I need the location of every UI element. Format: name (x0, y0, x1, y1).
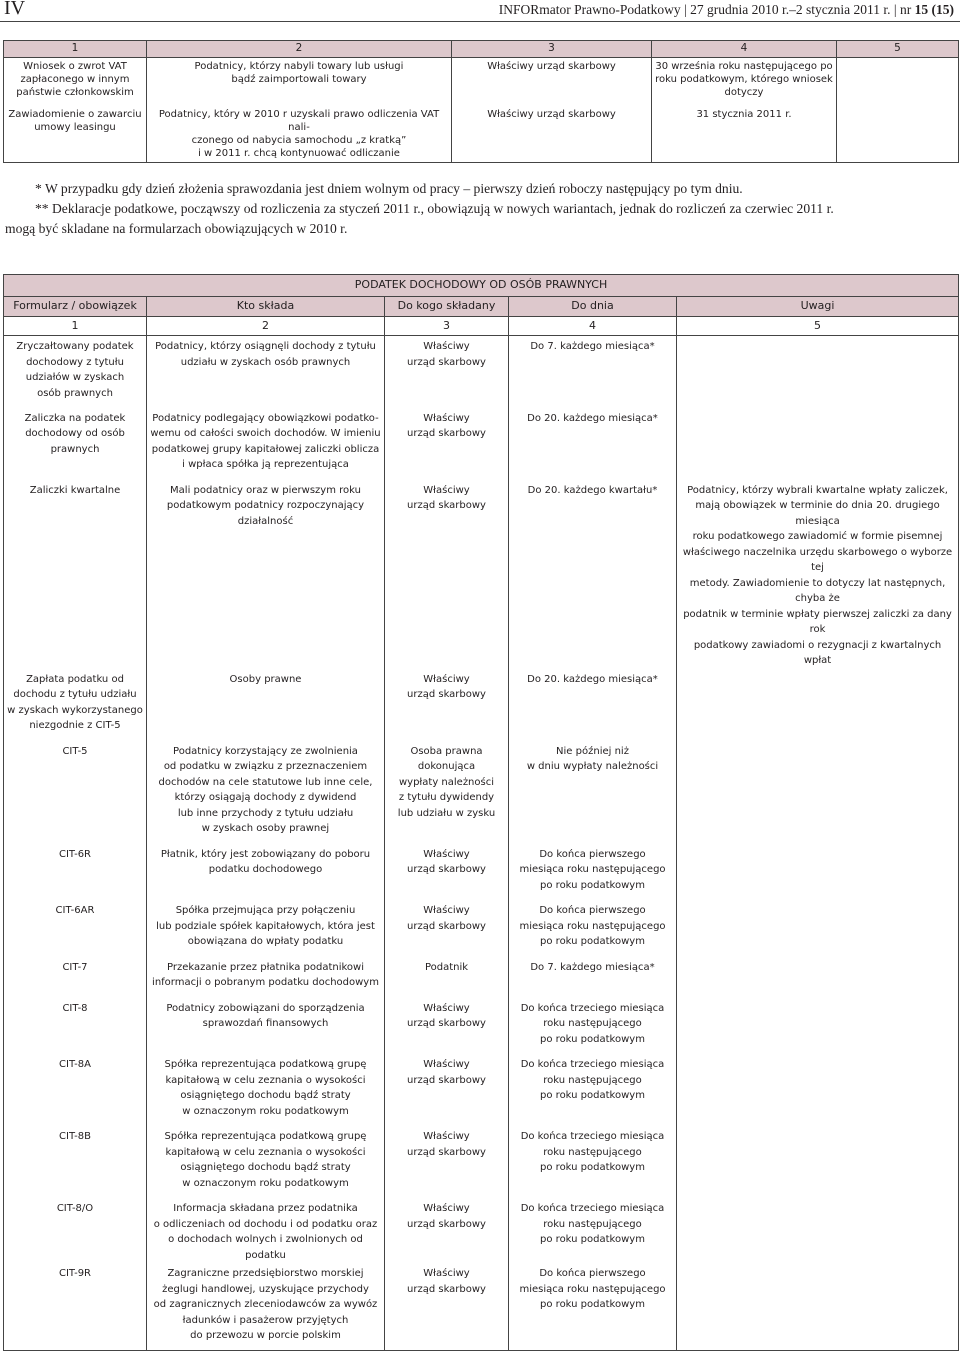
cell-notes-line (679, 672, 956, 688)
cell-deadline-line: roku następującego (543, 1074, 642, 1086)
cell-to-whom (385, 1054, 509, 1126)
cell-to-whom-line: urząd skarbowy (407, 356, 486, 368)
cell-to-whom-line: lub udziału w zysku (397, 807, 496, 819)
cell-who-line: ładunków i pasażerow przyjętych (182, 1314, 349, 1326)
cell-who-line: w zyskach osoby prawnej (201, 823, 330, 834)
cell-who-line: w oznaczonym roku podatkowym (182, 1105, 349, 1117)
cell-notes (677, 336, 959, 408)
cell-to-whom (452, 106, 652, 163)
column-number: 2 (147, 41, 452, 58)
cell-who (147, 669, 385, 741)
cell-who-line: Osoby prawne (229, 673, 302, 685)
cell-deadline-line: 30 września roku następującego po (655, 61, 833, 72)
cell-deadline-line: po roku podatkowym (540, 936, 645, 947)
cell-who-line: wemu od całości swoich dochodów. W imieniu (150, 428, 381, 439)
cell-form-line: CIT-8B (59, 1131, 91, 1142)
cell-deadline (509, 998, 677, 1055)
table-row (4, 408, 959, 480)
cell-form (4, 336, 147, 408)
cell-deadline-line: Do końca pierwszego (539, 905, 646, 916)
column-number: 1 (4, 41, 147, 58)
cell-who-line: podatkowej grupy kapitałowej zaliczki oblicza (151, 443, 380, 455)
column-header: Do dnia (509, 297, 677, 317)
cell-notes-line (679, 1057, 956, 1073)
cell-form (4, 1198, 147, 1263)
cell-form (4, 900, 147, 957)
cell-deadline-line: Do 20. każdego kwartału* (527, 484, 658, 496)
cell-to-whom-line: Właściwy (423, 848, 470, 860)
table-row (4, 957, 959, 998)
cell-form-line: CIT-6R (58, 848, 92, 860)
cell-to-whom-line: Właściwy (423, 1002, 470, 1014)
table-row (4, 741, 959, 844)
cell-who-line: i wpłaca spółka ją reprezentująca (182, 459, 349, 470)
cell-form-line: osób prawnych (37, 387, 113, 399)
cell-who-line: osiągniętego dochodu bądź straty (180, 1162, 351, 1173)
table-row (4, 106, 959, 163)
cell-deadline (509, 844, 677, 901)
cell-who (147, 58, 452, 106)
cell-to-whom (385, 900, 509, 957)
cit-column-numbers (4, 317, 959, 336)
cell-deadline (509, 1126, 677, 1198)
cell-notes (677, 408, 959, 480)
cell-form-line: dochodu z tytułu udziału (13, 689, 137, 700)
cell-deadline-line: Do końca trzeciego miesiąca (520, 1131, 665, 1142)
cell-form-line: Zaliczka na podatek (24, 412, 126, 424)
cell-form-line: CIT-9R (58, 1268, 92, 1279)
cell-who-line: Informacja składana przez podatnika (173, 1203, 358, 1214)
cell-form (4, 741, 147, 844)
cell-form-line: CIT-5 (62, 745, 88, 757)
cell-who (147, 408, 385, 480)
cell-to-whom-line: urząd skarbowy (407, 920, 486, 932)
cell-who-line: Płatnik, który jest zobowiązany do poboru (160, 848, 371, 860)
cell-deadline-line: roku podatkowym, którego wniosek (655, 74, 833, 86)
cell-form-line: w zyskach wykorzystanego (7, 704, 143, 716)
cell-deadline-line: roku następującego (543, 1218, 642, 1230)
cell-to-whom-line: Właściwy (423, 673, 470, 685)
cell-form-line: Zapłata podatku od (26, 673, 124, 685)
cell-notes (677, 741, 959, 844)
cell-who-line: Podatnicy, który w 2010 r uzyskali prawo odliczenia VAT nali- (158, 108, 440, 133)
cell-who-line: o dochodach wolnych i zwolnionych od podatku (168, 1234, 363, 1261)
cell-who-line: Przekazanie przez płatnika podatnikowi (167, 961, 364, 973)
cell-to-whom-line: urząd skarbowy (407, 1018, 486, 1029)
column-header: Uwagi (677, 297, 959, 317)
column-number: 5 (677, 317, 959, 336)
column-number: 5 (837, 41, 959, 58)
cell-deadline-line: Do końca pierwszego (539, 1268, 646, 1279)
footnotes (5, 179, 955, 239)
cell-deadline-line: miesiąca roku następującego (519, 920, 666, 932)
cell-to-whom-line: urząd skarbowy (407, 1146, 486, 1158)
cell-notes-line (679, 1201, 956, 1217)
cell-to-whom (385, 957, 509, 998)
cell-form-line: CIT-8A (59, 1059, 91, 1070)
cell-who (147, 336, 385, 408)
footnote-2-continuation: mogą być skladane na formularzach obowiązujących w 2010 r. (5, 221, 348, 236)
cell-form-line: prawnych (50, 443, 100, 455)
cell-notes-line (679, 960, 956, 976)
cell-who (147, 1263, 385, 1351)
cell-form (4, 1263, 147, 1351)
cell-form (4, 1126, 147, 1198)
cell-notes-line (679, 744, 956, 760)
column-header: Kto składa (147, 297, 385, 317)
cell-notes (837, 58, 959, 106)
cell-deadline-line: roku następującego (543, 1018, 642, 1029)
cell-who-line: Mali podatnicy oraz w pierwszym roku (170, 484, 361, 496)
cell-who-line: Podatnicy, którzy nabyli towary lub usługi (194, 61, 404, 72)
table-row (4, 844, 959, 901)
cell-to-whom-line: Właściwy (423, 1131, 470, 1142)
cell-who (147, 1054, 385, 1126)
cell-to-whom-line: urząd skarbowy (407, 428, 486, 439)
cell-deadline-line: 31 stycznia 2011 r. (696, 108, 792, 120)
cell-deadline (509, 669, 677, 741)
cell-form-line: Zaliczki kwartalne (29, 484, 121, 496)
table-row (4, 1054, 959, 1126)
table-row (4, 336, 959, 408)
cit-table (3, 274, 959, 1351)
cell-notes (677, 480, 959, 669)
cell-deadline-line: Do końca pierwszego (539, 848, 646, 860)
cell-who-line: Podatnicy korzystający ze zwolnienia (173, 745, 358, 757)
cell-who (147, 900, 385, 957)
cell-to-whom-line: urząd skarbowy (407, 1283, 486, 1295)
cell-who (147, 844, 385, 901)
cell-who-line: Spółka reprezentująca podatkową grupę (164, 1059, 367, 1070)
cell-form (4, 480, 147, 669)
cell-notes (677, 957, 959, 998)
cell-who-line: Podatnicy zobowiązani do sporządzenia (166, 1002, 365, 1014)
cell-form-line: zapłaconego w innym (20, 74, 130, 86)
cell-deadline-line: po roku podatkowym (540, 1033, 645, 1045)
column-header: Do kogo składany (385, 297, 509, 317)
cell-deadline-line: po roku podatkowym (540, 1234, 645, 1245)
cell-who-line: działalność (237, 515, 294, 527)
cell-to-whom-line: Właściwy (423, 341, 470, 352)
cell-deadline (652, 106, 837, 163)
cell-form (4, 106, 147, 163)
cell-form-line: CIT-7 (62, 961, 88, 973)
cell-notes-line: mają obowiązek w terminie do dnia 20. drugiego miesiąca (695, 500, 940, 527)
cell-to-whom-line: urząd skarbowy (407, 864, 486, 875)
cell-notes-line: Podatnicy, którzy wybrali kwartalne wpłaty zaliczek, (687, 484, 948, 496)
table-row (4, 900, 959, 957)
cell-who-line: o odliczeniach od dochodu i od podatku oraz (153, 1218, 378, 1230)
cell-form (4, 669, 147, 741)
cell-to-whom-line: urząd skarbowy (407, 500, 486, 511)
cell-to-whom-line: Właściwy (423, 484, 470, 496)
cell-deadline-line: Do 7. każdego miesiąca* (530, 341, 655, 352)
cell-form-line: Wniosek o zwrot VAT (23, 61, 127, 72)
cell-who-line: i w 2011 r. chcą kontynuować odliczanie (198, 148, 400, 160)
cell-to-whom (385, 480, 509, 669)
cell-to-whom (452, 58, 652, 106)
cell-form-line: CIT-8 (62, 1002, 88, 1014)
cell-form-line: CIT-6AR (55, 905, 95, 916)
cell-to-whom (385, 1263, 509, 1351)
cell-to-whom-line: Właściwy (423, 1268, 470, 1279)
cell-deadline-line: roku następującego (543, 1146, 642, 1158)
cell-notes-line (679, 1001, 956, 1017)
page-header (0, 0, 960, 22)
cell-notes (837, 106, 959, 163)
cell-notes (677, 844, 959, 901)
cell-to-whom-line: Właściwy urząd skarbowy (487, 61, 616, 72)
page-number: IV (4, 0, 26, 19)
cell-notes-line (679, 411, 956, 427)
column-number: 3 (452, 41, 652, 58)
cell-deadline-line: dotyczy (724, 87, 764, 99)
cell-deadline (509, 1198, 677, 1263)
cell-who-line: Spółka przejmująca przy połączeniu (175, 905, 356, 916)
cell-who-line: bądź zaimportowali towary (231, 74, 367, 86)
cell-notes-line: roku podatkowego zawiadomić w formie pisemnej (692, 531, 943, 542)
cell-to-whom-line: urząd skarbowy (407, 1074, 486, 1086)
cell-deadline-line: po roku podatkowym (540, 879, 645, 891)
table-row (4, 58, 959, 106)
cell-notes-line (679, 1266, 956, 1282)
cell-form-line: Zryczałtowany podatek (16, 341, 134, 352)
cell-deadline (509, 1263, 677, 1351)
table-row (4, 1198, 959, 1263)
cell-deadline (509, 408, 677, 480)
cell-notes (677, 998, 959, 1055)
cell-deadline-line: Do końca trzeciego miesiąca (520, 1203, 665, 1214)
cell-notes-line: podatkowy zawiadomi o rezygnacji z kwartalnych wpłat (693, 639, 942, 666)
cell-to-whom (385, 408, 509, 480)
cell-deadline-line: miesiąca roku następującego (519, 864, 666, 875)
footnote-2: ** Deklaracje podatkowe, począwszy od rozliczenia za styczeń 2011 r., obowiązują w nowych wariantach, jednak do rozliczeń za czerwiec 2011 r. (35, 201, 834, 216)
column-number: 2 (147, 317, 385, 336)
cell-form-line: państwie członkowskim (16, 87, 134, 99)
cell-notes-line: podatnik w terminie wpłaty pierwszej zaliczki za dany rok (683, 608, 952, 635)
cell-who-line: udziału w zyskach osób prawnych (180, 356, 351, 368)
cell-who (147, 741, 385, 844)
cell-notes (677, 900, 959, 957)
cell-form (4, 844, 147, 901)
cell-deadline (509, 480, 677, 669)
cell-who-line: Podatnicy, którzy osiągnęli dochody z tytułu (155, 341, 376, 352)
cell-who (147, 1126, 385, 1198)
cell-deadline (509, 957, 677, 998)
cell-to-whom-line: wypłaty należności (398, 776, 495, 788)
cell-to-whom-line: Właściwy (423, 1203, 470, 1214)
cell-who-line: Podatnicy podlegający obowiązkowi podatko- (152, 412, 379, 424)
cell-to-whom-line: Osoba prawna (410, 745, 483, 757)
cell-deadline (509, 336, 677, 408)
cell-deadline-line: Do końca trzeciego miesiąca (520, 1002, 665, 1014)
cell-who-line: Spółka reprezentująca podatkową grupę (164, 1131, 367, 1142)
table-row (4, 1126, 959, 1198)
cell-who-line: czonego od nabycia samochodu „z kratką” (191, 134, 407, 146)
cell-who-line: kapitałową w celu zeznania o wysokości (165, 1146, 366, 1158)
cell-deadline-line: Do 20. każdego miesiąca* (527, 673, 658, 685)
cell-form (4, 957, 147, 998)
column-number: 1 (4, 317, 147, 336)
cell-who-line: od zagranicznych zleceniodawców za wywóz (153, 1299, 378, 1310)
cell-to-whom (385, 1198, 509, 1263)
cell-notes-line (679, 903, 956, 919)
cell-who (147, 1198, 385, 1263)
cell-notes-line: właściwego naczelnika urzędu skarbowego o wyborze tej (682, 546, 953, 573)
cit-column-headers (4, 297, 959, 317)
cell-notes (677, 669, 959, 741)
table-row (4, 998, 959, 1055)
cit-title-row (4, 275, 959, 297)
cell-deadline-line: Do końca trzeciego miesiąca (520, 1059, 665, 1070)
cell-who-line: do przewozu w porcie polskim (190, 1330, 341, 1341)
cell-deadline-line: po roku podatkowym (540, 1162, 645, 1173)
column-number: 3 (385, 317, 509, 336)
cell-who-line: lub podziale spółek kapitałowych, która jest (156, 920, 375, 932)
cell-who-line: od podatku w związku z przeznaczeniem (163, 761, 368, 772)
cell-deadline-line: Do 7. każdego miesiąca* (530, 961, 655, 973)
cell-form-line: udziałów w zyskach (25, 372, 125, 383)
footnote-1: * W przypadku gdy dzień złożenia sprawozdania jest dniem wolnym od pracy – pierwszy dzień roboczy następujący po tym dniu. (35, 181, 743, 196)
cell-form (4, 408, 147, 480)
cell-who-line: sprawozdań finansowych (202, 1018, 329, 1029)
cell-notes-line (679, 1129, 956, 1145)
cell-who-line: żeglugi handlowej, uzyskujące przychody (162, 1283, 369, 1295)
cell-notes (677, 1198, 959, 1263)
cell-who-line: którzy osiągają dochody z dywidend (174, 792, 357, 803)
cell-deadline-line: Nie później niż (556, 745, 629, 757)
table-row (4, 669, 959, 741)
cell-form-line: dochodowy od osób (25, 428, 125, 439)
cell-who-line: Zagraniczne przedsiębiorstwo morskiej (167, 1268, 364, 1279)
column-header: Formularz / obowiązek (4, 297, 147, 317)
cell-deadline-line: miesiąca roku następującego (519, 1283, 666, 1295)
publication-title: INFORmator Prawno-Podatkowy | 27 grudnia 2010 r.–2 stycznia 2011 r. | nr 15 (15) (498, 2, 954, 17)
cell-form-line: dochodowy z tytułu (26, 356, 124, 368)
cell-who-line: podatkowym podatnicy rozpoczynający (166, 500, 365, 511)
column-number: 4 (652, 41, 837, 58)
table-row (4, 480, 959, 669)
cell-deadline-line: po roku podatkowym (540, 1090, 645, 1101)
cell-to-whom-line: urząd skarbowy (407, 689, 486, 700)
cell-to-whom-line: Właściwy urząd skarbowy (487, 108, 616, 120)
cell-notes-line: metody. Zawiadomienie to dotyczy lat następnych, chyba że (689, 577, 946, 604)
cell-to-whom-line: Właściwy (423, 905, 470, 916)
cell-who (147, 998, 385, 1055)
cell-who-line: lub inne przychody z tytułu udziału (177, 807, 354, 819)
table-row (4, 1263, 959, 1351)
cell-to-whom-line: dokonująca (417, 761, 476, 772)
cell-deadline (509, 900, 677, 957)
cell-who (147, 106, 452, 163)
cell-notes-line (840, 60, 955, 73)
column-number: 4 (509, 317, 677, 336)
cell-notes-line (679, 339, 956, 355)
cell-to-whom-line: Właściwy (423, 412, 470, 424)
cell-who (147, 957, 385, 998)
cell-notes (677, 1054, 959, 1126)
cell-form-line: Zawiadomienie o zawarciu (8, 108, 142, 120)
cit-title: PODATEK DOCHODOWY OD OSÓB PRAWNYCH (4, 275, 959, 297)
cell-to-whom (385, 669, 509, 741)
vat-table (3, 40, 959, 163)
cell-form (4, 1054, 147, 1126)
cell-who-line: osiągniętego dochodu bądź straty (180, 1090, 351, 1101)
cell-notes (677, 1126, 959, 1198)
cell-to-whom-line: z tytułu dywidendy (398, 792, 495, 803)
cell-to-whom (385, 336, 509, 408)
cell-to-whom (385, 844, 509, 901)
cell-form (4, 58, 147, 106)
cell-who-line: podatku dochodowego (208, 864, 323, 875)
cell-who-line: obowiązana do wpłaty podatku (187, 936, 344, 947)
cell-who-line: informacji o pobranym podatku dochodowym (152, 977, 379, 988)
cell-to-whom-line: urząd skarbowy (407, 1218, 486, 1230)
cell-to-whom-line: Podatnik (424, 961, 469, 973)
cell-form-line: niezgodnie z CIT-5 (29, 720, 121, 731)
cell-to-whom-line: Właściwy (423, 1059, 470, 1070)
cell-notes-line (840, 108, 955, 121)
cell-deadline-line: po roku podatkowym (540, 1299, 645, 1310)
cell-who-line: dochodów na cele statutowe lub inne cele, (158, 776, 373, 788)
cell-deadline-line: Do 20. każdego miesiąca* (527, 412, 658, 424)
cell-who-line: kapitałową w celu zeznania o wysokości (165, 1074, 366, 1086)
cell-deadline (509, 741, 677, 844)
cell-deadline (652, 58, 837, 106)
cell-form-line: CIT-8/O (56, 1203, 94, 1214)
cell-who (147, 480, 385, 669)
cell-notes-line (679, 847, 956, 863)
cell-deadline-line: w dniu wypłaty należności (526, 761, 659, 772)
cell-to-whom (385, 998, 509, 1055)
cell-to-whom (385, 741, 509, 844)
vat-column-numbers (4, 41, 959, 58)
cell-who-line: w oznaczonym roku podatkowym (182, 1177, 349, 1189)
cell-form-line: umowy leasingu (34, 121, 116, 133)
cell-to-whom (385, 1126, 509, 1198)
cell-form (4, 998, 147, 1055)
cell-deadline (509, 1054, 677, 1126)
issue-number: 15 (15) (914, 2, 954, 17)
cell-notes (677, 1263, 959, 1351)
